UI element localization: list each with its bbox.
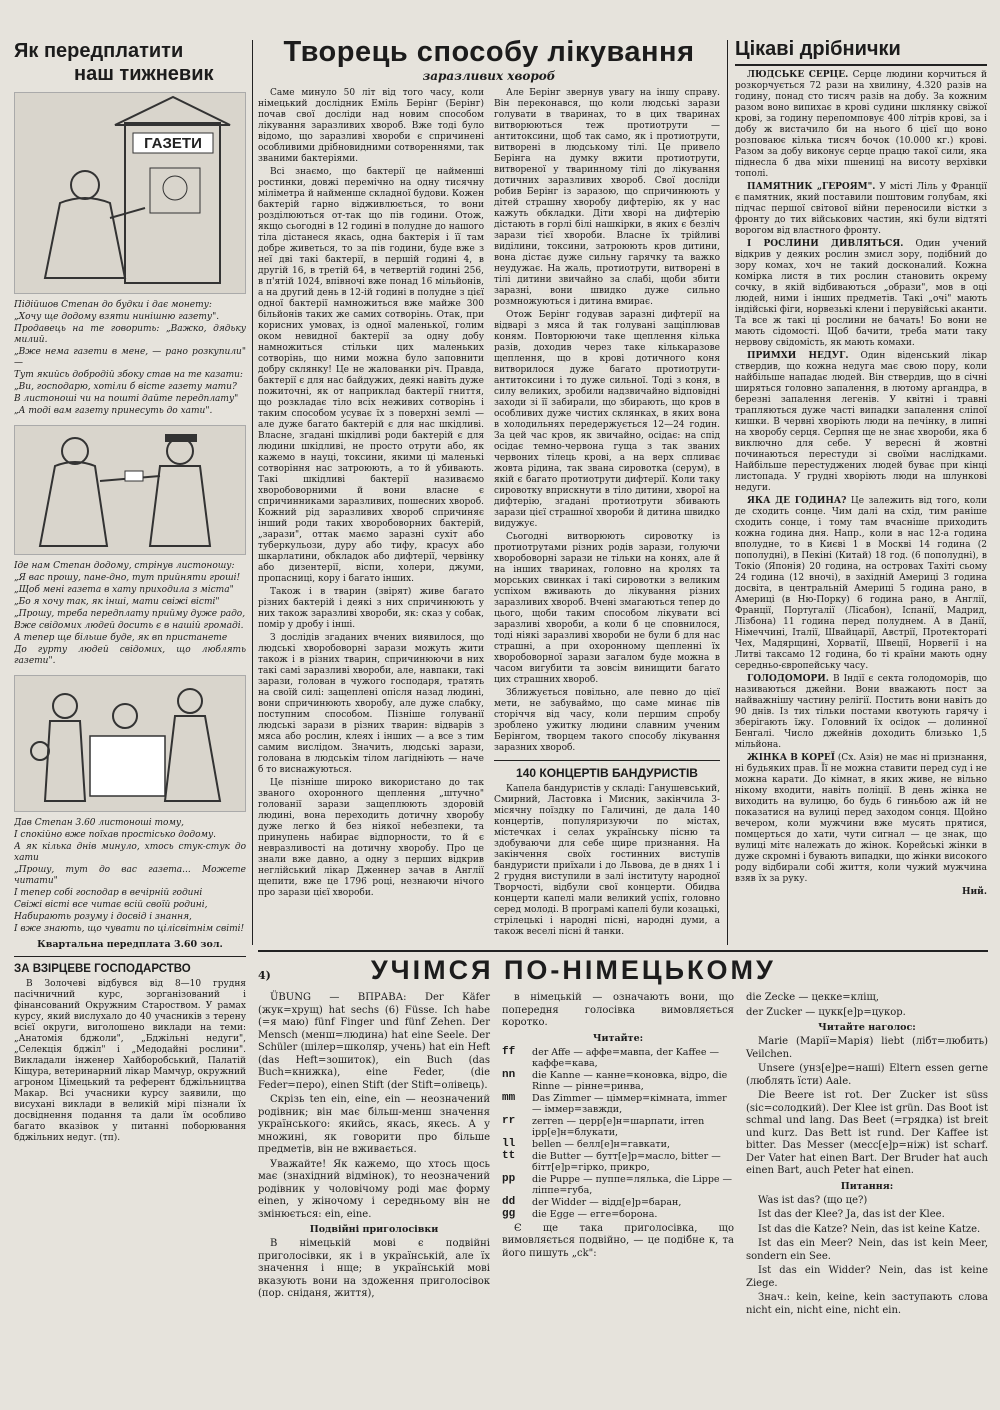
caption-line: А тепер ще більше буде, як вп пристанете — [14, 633, 228, 643]
curiosity-item — [735, 753, 987, 885]
kiosk-drawing — [15, 93, 245, 291]
vocab-row — [502, 1151, 734, 1173]
vocab-text: die Puppe — пуппе=лялька, die Lippe — ліппе=губа, — [532, 1173, 733, 1196]
kiosk-sign: ГАЗЕТИ — [144, 135, 202, 152]
curiosity-item — [735, 674, 987, 751]
caption-line: „Хочу ще додому взяти нинішню газету". — [14, 312, 220, 322]
vocab-row — [502, 1209, 734, 1220]
caption-line: „А тоді вам газету принесуть до хати". — [14, 406, 213, 416]
curiosity-head: ЖІНКА В КОРЕЇ — [747, 753, 835, 763]
vocab-row — [502, 1047, 734, 1069]
postman-drawing — [15, 426, 245, 552]
lesson-question: Ist das die Katze? Nein, das ist keine Katze. — [758, 1223, 981, 1235]
curiosities-title: Цікаві дрібнички — [735, 38, 987, 66]
vocab-row — [502, 1093, 734, 1115]
caption-line: Іде нам Степан додому, стрінув листоношу: — [14, 561, 235, 571]
curiosity-item — [735, 239, 987, 349]
lesson-top-rule — [258, 950, 988, 952]
curiosity-text: Серце людини корчиться й розкорчується 72 рази на хвилину, 4.320 разів на годину, понад сто тисяч разів на добу. За кожним разом воно випихає в крові судини шклянку свіжої крові, за годину перепомповує 400 літрів крові, за і добу ж вистачило би на нього б цієї що воно розповаює кілька тисяч бочок (10.000 кг.) крові. Разом за добу виконує серце працю такої сили, яка піднесла б два міхи пшениці на висоту верхівки тополі. — [735, 70, 987, 179]
column-divider — [252, 40, 253, 945]
lesson-question: Ist das der Klee? Ja, das ist der Klee. — [758, 1209, 945, 1220]
vocab-row — [502, 1139, 734, 1150]
caption-line: „Щоб мені газета в хату приходила з міста" — [14, 585, 234, 595]
caption-line: В листоноші чи на пошті дайте передплату" — [14, 394, 239, 404]
bandura-title: 140 КОНЦЕРТІВ БАНДУРИСТІВ — [494, 760, 720, 780]
caption-line: „Я вас прошу, пане-дно, тут прийняти гроші! — [14, 573, 241, 583]
lesson-paragraph: Unsere (унз[е]ре=наші) Eltern essen gerne (люблять їсти) Aale. — [746, 1063, 988, 1087]
vocab-letter: ll — [502, 1137, 516, 1150]
curiosity-head: ПАМЯТНИК „ГЕРОЯМ". — [747, 182, 876, 192]
beekeeping-title: ЗА ВЗІРЦЕВЕ ГОСПОДАРСТВО — [14, 963, 191, 975]
caption-line: Тут якийсь добродій збоку став на те казати: — [14, 370, 243, 380]
curiosity-item — [735, 351, 987, 494]
read-aloud-label: Читайте наголос: — [818, 1022, 916, 1033]
family-drawing — [15, 676, 245, 809]
subscribe-title-line1: Як передплатити — [14, 40, 184, 62]
lesson-paragraph: Є ще така приголосівка, що вимовляється подвійно, — це подібне к, та його пишуть „ck": — [502, 1222, 734, 1259]
curiosity-text: У місті Ліль у Франції є памятник, який поставили поштовим голубам, які підчас першої світової війни переносили вістки з фронту до тих військових частин, які були відтяті ворогом від властного фронту. — [735, 182, 987, 236]
vocab-text: zerren — церр[е]н=шарпати, irren ірр[е]н=блукати, — [532, 1115, 705, 1138]
caption-line: А як кілька днів минуло, хтось стук-стук до хати — [14, 842, 246, 863]
vocab-letter: gg — [502, 1207, 516, 1220]
lesson-line: die Zecke — цекке=кліщ, — [746, 992, 879, 1003]
curiosity-text: Один віденський лікар ствердив, що кожна недуга має свою пору, коли найбільше нападає людей. Він ствердив, що в січні ширяться головно запалення, в лютому аргандра, в березні запалення легенів. У квітні і травні трапляються дуже часті випадки запалення сліпої кишки. В червні хворіють люди на печінку, в липні на хворобу серця. Серпня ще не знає хвороби, яка б виключно для себе. У вересні й жовтні починаються перестуди зі своїми наслідками. Найбільше перестуджених людей буває при кінці листопада. У грудні хворіють люди на шлункові недуги. — [735, 351, 987, 493]
vocab-text: die Egge — егге=борона. — [532, 1208, 658, 1220]
article-paragraph: Це пізніше широко використано до так званого охоронного щеплення „штучно" голованії зарази защеплюють здоровій людині, вона переходить дотичну хворобу дуже легко й без ніякої небезпеки, та принупень набирає відпорности, то й є невразливості на дотичну хворобу. Про це знали вже давно, а одну з перших відкрив неглійський лікар Дженнер зачав в Англії щепити, вже це 1796 році, незнаючи нічого про зарази цієї хвороби. — [258, 778, 484, 898]
caption-line: І тепер собі господар в вечірній годині — [14, 888, 203, 898]
article-col-2 — [494, 88, 720, 940]
page-number: 4) — [258, 969, 271, 982]
lesson-paragraph: Скрізь ten ein, eine, ein — неозначений родівник; він має більш-менш значення українського: якийсь, якась, якесь. А у множині, як говорити про більше предметів, він не вживається. — [258, 1094, 490, 1155]
lesson-paragraph: В німецькій мові є подвійні приголосівки, як і в українській, але їх значення і нще; в українській мові вказують вони на здоження приголосівок (пор. сніданя, життя), — [258, 1238, 490, 1299]
left-column — [14, 40, 246, 1410]
subscribe-title-line2: наш тижневик — [74, 63, 214, 85]
lesson-paragraph: в німецькій — означають вони, що попередня голосівка вимовляється коротко. — [502, 992, 734, 1028]
bandura-text: Капела бандуристів у складі: Ганушевський, Смирний, Ластовка і Мисник, закінчила 3-місячну поїздку по Галичині, де дала 140 концертів, популяризуючи по містах, містечках і селах українську пісню та здобуваючи для себе щире признання. На закінчення своїх гостинних виступів бандуристи приїхали і до Львова, де в днях 1 і 2 грудня виступили в залі інституту народної Творчості, відбули свої концерти. Обидва концерти капелі мали великий успіх, головно серед молоді. В програмі капелі були козацькі, стрілецькі і народні пісні, народні думи, а також веселі пісні й танки. — [494, 784, 720, 937]
lesson-line: der Zucker — цукк[е]р=цукор. — [746, 1006, 906, 1018]
article-title: Творець способу лікування — [283, 36, 695, 68]
lesson-question: Знач.: kein, keine, kein заступають слова nicht ein, nicht eine, nicht ein. — [746, 1292, 988, 1316]
caption-line: „Вже нема газети в мене, — рано розкупили" — — [14, 347, 246, 368]
caption-line: Продавець на те говорить: „Важко, дядьку милий. — [14, 324, 246, 345]
curiosity-head: ГОЛОДОМОРИ. — [747, 674, 829, 684]
lesson-columns — [258, 992, 988, 1319]
vocab-row — [502, 1070, 734, 1092]
right-column — [735, 38, 987, 948]
caption-line: І вже знають, що чувати по цілісвітнім світі! — [14, 924, 245, 934]
beekeeping-text: В Золочеві відбувся від 8—10 грудня пасічничний курс, зорганізований і фінансований Окружним Староством. У рамах курсу, який вислухало до 40 учасників з терену всієї округи, виголошено виклади на теми: „Анатомія бджоли", „Бджільні недуги", „Селекція бджіл" і „Медодайні рослини". Викладали інженер Хайборобський, Палатій Кіщура, ветеринарний лікар Мамчур, окружний агроном Цімецький та референт бджільництва Макар. Всі учасники курсу заявили, що висухані виклади в великій мірі пізнали їх досвіднення подання та дали їм особливо багато вказівок у питанні поборювання бджільних недуг. (тп). — [14, 979, 246, 1143]
article-paragraph: Отож Берінг годував заразні дифтерії на відварі з мяса й так голувані защіплював коням. Повторюючи таке щеплення кілька разів, доходив через таке кількаразове щеплення, що в крові дотичного коня витворилося дуже багато протиотрути-антитоксини і то дуже сильної. Тоді з коня, в силу великих, зробили надзвичайно відповідні заходи зі її забирали, що збирають, що кров в особливих дуже чистих склянках, в яких вона в холодильнях передержується 12—24 годин. За цей час кров, як звичайно, осідає: на спід осідає темно-червона гуща з так званих червоних тілець крові, а на верх спливає жовта рідина, так звана сировотка (серум), в якій є багато протиотрути дифтерії. Коли таку сировотку вприскнути в тіло дитини, хворої на дифтерію, згадані протиотрути збивають зарази цієї страшної хвороби й дитина швидко видужує. — [494, 310, 720, 529]
double-consonants-head: Подвійні приголосівки — [309, 1224, 439, 1235]
vocab-text: die Kanne — канне=коновка, відро, die Rinne — рінне=ринва, — [532, 1069, 728, 1092]
lesson-col-3 — [746, 992, 988, 1319]
vocab-letter: ff — [502, 1045, 516, 1058]
captions-block-2 — [14, 561, 246, 667]
article-paragraph: Саме минуло 50 літ від того часу, коли німецький дослідник Еміль Берінг (Берінг) почав свої досліди над новим способом лікування заразливих хвороб. Вже тоді було відомо, що заразливі хвороби є спричинені особливими дрібновидними сотвореннями, так званими бактеріями. — [258, 88, 484, 164]
vocab-letter: rr — [502, 1114, 516, 1127]
vocab-row — [502, 1197, 734, 1208]
curiosity-head: І РОСЛИНИ ДИВЛЯТЬСЯ. — [747, 239, 904, 249]
vocab-letter: dd — [502, 1195, 516, 1208]
curiosity-item — [735, 182, 987, 237]
article-paragraph: Але Берінг звернув увагу на іншу справу. Він переконався, що коли людські зарази голувати в тваринах, то в цих тваринах витворюються теж протиотрути — антитоксини, щоб так само, як і протиотрути, витворені в людському тілі. Це привело Берінга на думку вжити протиотрути, витвореної у тваринному тілі до лікування дотичних заразливих хвороб. Свої досліди робив Берінг із заразою, що спричинюють у дітей страшну хворобу дифтерію, як у нас кажуть обкладки. Діти хворі на дифтерію дістають в горлі білі нашкірки, в яких є безліч зарази тієї хвороби. Власне їх трійливі виділини, токсини, затроюють кров дитини, вона дістає дуже сильну гарячку та важко неудужає. На жаль, протиотрути, витворені в тілі дитини звичайно за слабі, щоби збити заразні, вони швидко дуже сильно розмножуються і дитина вмирає. — [494, 88, 720, 307]
captions-block-3 — [14, 818, 246, 935]
vocab-row — [502, 1116, 734, 1138]
lesson-header — [258, 955, 988, 986]
vocab-text: die Butter — бутт[е]р=масло, bitter — бітт[е]р=гірко, прикро, — [532, 1150, 721, 1173]
article-paragraph: Всі знаємо, що бактерії це найменші ростинки, довжі перемічно на одну тисячну міліметра й найменше складної будови. Кожен бактерій гарно відживлюється, то вони розділюються от-так що пів години. Отож, якщо сьогодні в 12 годині в полудне до нашого тіла дістанеся якась, одна бактерія і її там добре живеться, то за пів години, буде вже з неї дві такі бактерії, в першій годині 4, в другій 16, в третій 64, в четвертій годині 256, в п'ятій 1024, впівночі вже понад 16 мільйонів, а на другий день в 12-ій годині в полудне з цієї одної бактерії намножиться вже майже 300 більйонів таких же самих сотворінь. Отак, при корисних умовах, із одної маленької, голим оком невидної бактерії за одну добу намножиться стільки цих маленьких сотворінь, що ними можна було заповнити добру склянку! Це не жалованки річ. Правда, бактерії є для нас байдужих, деякі навіть дуже пожиточні, як от наприклад бактерії гниття, що розкладає тіло всіх неживих сотворінь і таким способом усуває їх з поверхні землі — але дуже багато бактерій є для нас шкідливі. Власне, згадані шкідливі роди бактерій є для людини шкідливі, не просто отрути або, як кажемо в науці, токсини, якими ці маленькі сотворіння нас затроюють, а то й убивають. Такі шкідливі бактерії називаємо хворобоворними й вони власне є спричинниками заразливих, пошесних хвороб. Кожний рід заразливих хвороб спричиняє інший роди таких хворобоворних бактерій, „зарази", оттак маємо заразні сухіт або туберкульози, дуру або тифу, красух або шкарлатини, обкладок або дифтерії, червінку або дизентерії, віспи, холери, джуми, пропасниці, кору і багато інших. — [258, 167, 484, 584]
lesson-paragraph: Marie (Марії=Марія) liebt (лібт=любить) Veilchen. — [746, 1036, 988, 1060]
family-illustration — [14, 675, 246, 812]
article-paragraph: Зближується повільно, але певно до цієї мети, не забуваймо, що саме минає пів сторіччя від часу, коли першим спробу зроблено ужитку людини славним ученим Берінгом, творцем такого способу лікування заразних хвороб. — [494, 688, 720, 753]
subscription-price: Квартальна передплата 3.60 зол. — [14, 939, 246, 957]
caption-line: Підійшов Степан до будки і дає монету: — [14, 300, 212, 310]
article-col-1 — [258, 88, 484, 940]
vocab-text: Das Zimmer — ціммер=кімната, immer — іммер=завжди, — [532, 1092, 727, 1115]
curiosity-item — [735, 496, 987, 672]
article-paragraph: Сьогодні витворюють сировотку із протиотрутами різних родів зарази, голуючи хворобоворні зарази не тільки на конях, але й на інших тваринах, головно на кролях та морських свинках і такі сировотки з великим успіхом вживають до лікування різних заразливих хвороб. Вчені змагаються тепер до цього, щоби таким способом лікувати всі заразливі хвороби, а коли б це сповнилося, тоді ніякі заразливі хвороби не були б для нас страшні, а при охоронному щепленні їх хворобоворної зарази загалом буде можна в часом вигубити та зовсім винищити багато цих страшних хвороб. — [494, 532, 720, 685]
caption-line: „Прошу, тут до вас газета... Можете читати" — [14, 865, 246, 886]
vocab-text: der Affe — аффе=мавпа, der Kaffee — каффе=кава, — [532, 1046, 719, 1069]
lesson-section — [258, 955, 988, 1410]
article-subtitle: заразливих хвороб — [422, 69, 556, 83]
caption-line: Дав Степан 3.60 листоноші тому, — [14, 818, 185, 828]
curiosity-head: ЛЮДСЬКЕ СЕРЦЕ. — [747, 70, 849, 80]
lesson-paragraph: Die Beere ist rot. Der Zucker ist süss (sic=солодкий). Der Klee ist grün. Das Boot ist schmal und lang. Das Beet (=грядка) ist breit und kurz. Das Bett ist rund. Der Kaffee ist bitter. Das Messer (месс[е]р=ніж) ist scharf. Der Vater hat einen Bart. Der Bruder hat auch einen Bart, auch Peter hat einen. — [746, 1090, 988, 1176]
caption-line: „Прошу, треба передплату прийму дуже радо, — [14, 609, 246, 619]
lesson-question: Ist das ein Widder? Nein, das ist keine Ziege. — [746, 1265, 988, 1289]
curiosity-text: Один учений відкрив у деяких рослин змисл зору, подібний до зору комах, хоч не такий досконалий. Кожна комірка листя в тих рослин становить окрему сочку, в якій відбиваються „образи", мов в оці людей, ними і інших предметів. Такі „очі" мають індійські фіги, норвезькі клени і перувійські аканти. Та все ж такі ці рослини не бачать! Бо вони не мають сідомості. Щоб бачити, треба мати таку нервову свідомість, як мають комахи. — [735, 239, 987, 348]
curiosity-item — [735, 70, 987, 180]
vocab-text: der Widder — відд[е]р=баран, — [532, 1196, 682, 1208]
curiosity-text: Це залежить від того, коли де сходить сонце. Чим далі на схід, тим раніше сходить сонце, і тому там вчасніше приходить кожна година дня. Напр., коли в нас 12-а година вполудне, то в Києві 1 в Москві 14 година (2 пополудні), в Пекіні (Китай) 18 год. (6 пополудні), в Токіо (Японія) 20 година, на островах Тахіті сьому 24 година (12 вночі), в західній Америці 3 година досвіта, в центральній Америці 5 година рано, в Америці (в Ню-Порку) 6 година рано, в Англії, Франції, Португалії (Лісабон), Іспанії, Мадрид, Лізбона) 11 година перед полуднем. А в Данії, Німеччині, Італії, Швайцарії, Австрії, Протектораті Чех, Мадярщині, Хорватії, Швеції, Норвегії і на Литві таксамо 12 година, бо ті країни мають одну середньо-європейську часу. — [735, 496, 987, 671]
postman-illustration — [14, 425, 246, 555]
vocab-letter: tt — [502, 1149, 516, 1162]
lesson-question: Ist das ein Meer? Nein, das ist kein Meer, sondern ein See. — [746, 1238, 988, 1262]
caption-line: Набирають розуму і досвід і знання, — [14, 912, 192, 922]
lesson-col-1 — [258, 992, 490, 1319]
vocab-row — [502, 1174, 734, 1196]
questions-label: Питання: — [840, 1180, 894, 1192]
caption-line: „Ви, господарю, хотіли б вісте газету мати? — [14, 382, 237, 392]
caption-line: До гурту людей свідомих, що люблять газети". — [14, 645, 246, 666]
article-columns — [258, 88, 720, 940]
captions-block-1 — [14, 300, 246, 417]
caption-line: І спокійно вже поїхав простісько додому. — [14, 830, 217, 840]
curiosity-text: В Індії є секта голодоморів, що називаються джейни. Вони вважають пост за найважнішу частину релігії. Постить вони навіть до 90 днів. Із тих тільки постами квотують гарячу і зберігають їжу. Головний їх осідок — долинної Бенгалі. Число джейнів доходить близько 1,5 мільйона. — [735, 674, 987, 750]
caption-line: „Бо я хочу так, як інші, мати свіжі вісті" — [14, 597, 220, 607]
curiosity-head: ПРИМХИ НЕДУГ. — [747, 351, 849, 361]
caption-line: Свіжі вісті все читає всій своїй родині, — [14, 900, 208, 910]
article-paragraph: Також і в тварин (звірят) живе багато різних бактерій і деякі з них спричинюють у них також заразливі хвороби, як: сказ у собак, помір у дробу і інші. — [258, 587, 484, 630]
vocab-text: bellen — белл[е]н=гавкати, — [532, 1138, 670, 1150]
curiosity-head: ЯКА ДЕ ГОДИНА? — [747, 496, 847, 506]
lesson-paragraph: Уважайте! Як кажемо, що хтось щось має (знахідний відмінок), то неозначений родівник у чоловічому роді має форму einen, у жіночому і середньому він не змінюється: ein, eine. — [258, 1158, 490, 1220]
middle-article — [258, 36, 720, 946]
caption-line: Вже свідомих людей досить є в нашій громаді. — [14, 621, 244, 631]
curiosity-text: (Сх. Азія) не має ні признання, ні будьяких прав. Її не можна ставити перед суд і не можна карати. До кімнат, в яких живе, не вільно нікому входити, навіть поліції. В день жінка не виходить на вулицю, бо будь 6 гиньбою аж ій не показатися на вулиці перед заходом сонця. Щойно вечером, коли мужчини вже мусять прятися, помцерться до хати, чути сигнал — це знак, що вулиці мітє належать до жінок. Корейські жінки в дуже скромні і бувають випадки, що жінки високого роду відбирали собі життя, коли чужий мужчина взяв їх за руку. — [735, 753, 987, 884]
lesson-title: УЧІМСЯ ПО-НІМЕЦЬКОМУ — [370, 955, 776, 985]
read-label: Читайте: — [592, 1032, 644, 1044]
article-paragraph: З дослідів згаданих вчених виявилося, що людські хворобоворні зарази можуть жити також і в різних тварин, спричинюючи в них такі самі заразливі хвороби, але, навпаки, такі зарази, голован в чужого господаря, тратять на своїй силі: защеплені опісля назад людині, вони спричинюють хворобу, але дуже слабку, поступним способом. Пізніше голуванії людські зарази в різних тварин: відварів з мяса або рослин, клеях і інших — а все з тим самим вислідом. Значить, людські зарази, голована в людськім тілом лагідніють — наче б то виснажуються. — [258, 633, 484, 775]
kiosk-illustration — [14, 92, 246, 294]
lesson-paragraph: ÜBUNG — ВПРАВА: Der Käfer (жук=хрущ) hat sechs (6) Füsse. Ich habe (=я маю) fünf Finger und fünf Zehen. Der Mensch (менш=людина) hat eine Seele. Der Schüler (шілер=школяр, учень) hat ein Heft (das Heft=зошиток), ein Buch (das Buch=книжка), eine Feder, (die Feder=перо), einen Stift (der Stift=олівець). — [258, 992, 490, 1091]
lesson-col-2 — [502, 992, 734, 1319]
vocab-letter: pp — [502, 1172, 516, 1185]
vocab-letter: nn — [502, 1068, 516, 1081]
lesson-question: Was ist das? (що це?) — [758, 1194, 868, 1206]
signature: Ний. — [962, 887, 987, 897]
vocab-letter: mm — [502, 1091, 516, 1104]
column-divider — [727, 40, 728, 945]
